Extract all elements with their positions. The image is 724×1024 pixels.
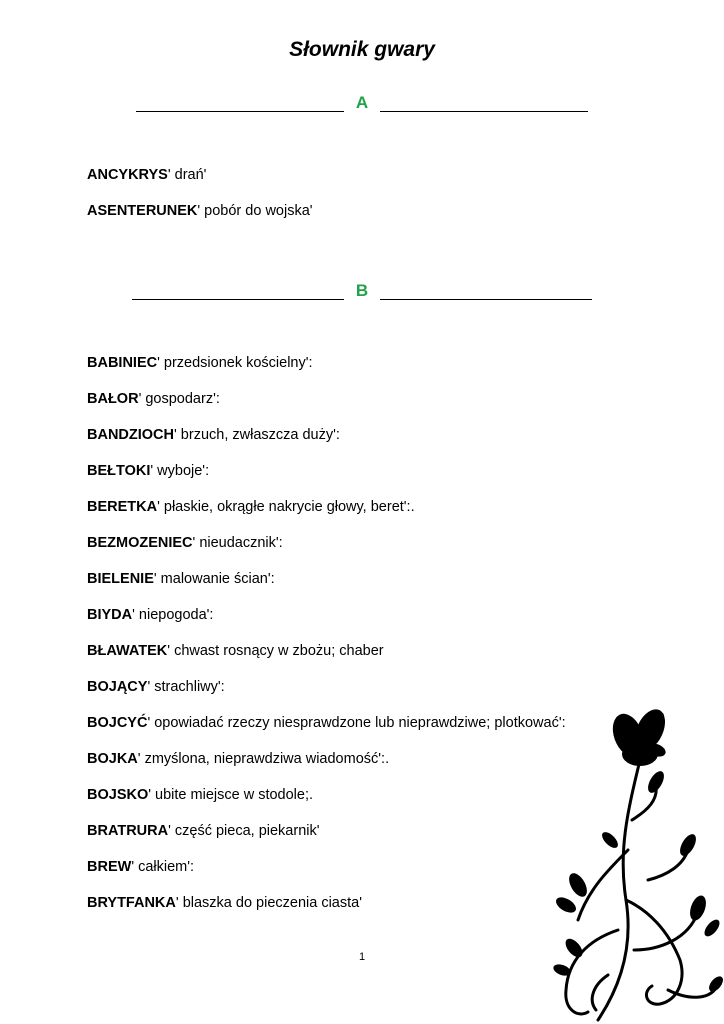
section-rule-right bbox=[380, 285, 592, 300]
dictionary-entry bbox=[87, 787, 313, 803]
section-header-a bbox=[0, 88, 724, 112]
entry-term: BEŁTOKI bbox=[87, 463, 151, 479]
dictionary-entry bbox=[87, 895, 362, 911]
entry-definition: ' malowanie ścian': bbox=[153, 571, 275, 587]
entry-definition: ' ubite miejsce w stodole;. bbox=[148, 787, 314, 803]
entry-definition: ' przedsionek kościelny': bbox=[157, 355, 313, 371]
entry-term: BRATRURA bbox=[87, 823, 169, 839]
entry-term: BOJSKO bbox=[87, 787, 149, 803]
entry-definition: ' drań' bbox=[167, 167, 207, 183]
section-rule-right bbox=[380, 97, 588, 112]
section-header-b bbox=[0, 276, 724, 300]
dictionary-entry bbox=[87, 607, 213, 623]
entry-term: BOJCYĆ bbox=[87, 715, 148, 731]
dictionary-entry bbox=[87, 859, 194, 875]
entry-definition: ' brzuch, zwłaszcza duży': bbox=[174, 427, 340, 443]
entry-term: BIYDA bbox=[87, 607, 133, 623]
dictionary-entry bbox=[87, 679, 225, 695]
dictionary-entry bbox=[87, 823, 320, 839]
dictionary-entry bbox=[87, 391, 220, 407]
dictionary-entry bbox=[87, 715, 566, 731]
entry-definition: ' zmyślona, nieprawdziwa wiadomość':. bbox=[137, 751, 390, 767]
entry-definition: ' blaszka do pieczenia ciasta' bbox=[175, 895, 362, 911]
dictionary-entry bbox=[87, 355, 313, 371]
entry-definition: ' niepogoda': bbox=[132, 607, 214, 623]
entry-definition: ' część pieca, piekarnik' bbox=[168, 823, 320, 839]
entry-definition: ' gospodarz': bbox=[138, 391, 220, 407]
entry-definition: ' pobór do wojska' bbox=[197, 203, 313, 219]
section-rule-left bbox=[132, 285, 344, 300]
entry-definition: ' wyboje': bbox=[150, 463, 210, 479]
dictionary-entry bbox=[87, 499, 415, 515]
entry-term: BERETKA bbox=[87, 499, 158, 515]
entry-term: ASENTERUNEK bbox=[87, 203, 198, 219]
dictionary-entry bbox=[87, 571, 275, 587]
flower-ornament-icon bbox=[548, 700, 724, 1024]
page-title: Słownik gwary bbox=[289, 38, 435, 61]
page-number: 1 bbox=[358, 951, 366, 963]
dictionary-entry bbox=[87, 463, 209, 479]
entry-definition: ' płaskie, okrągłe nakrycie głowy, beret':. bbox=[157, 499, 415, 515]
dictionary-entry bbox=[87, 535, 283, 551]
entry-term: BANDZIOCH bbox=[87, 427, 174, 443]
entry-term: BOJĄCY bbox=[87, 679, 148, 695]
dictionary-entry bbox=[87, 167, 206, 183]
section-letter: B bbox=[355, 281, 369, 300]
entry-term: BABINIEC bbox=[87, 355, 158, 371]
entry-term: BREW bbox=[87, 859, 132, 875]
section-letter: A bbox=[355, 93, 369, 112]
section-rule-left bbox=[136, 97, 344, 112]
entry-term: BRYTFANKA bbox=[87, 895, 176, 911]
entry-term: BIELENIE bbox=[87, 571, 154, 587]
entry-term: BOJKA bbox=[87, 751, 138, 767]
entry-term: ANCYKRYS bbox=[87, 167, 168, 183]
entry-definition: ' opowiadać rzeczy niesprawdzone lub nieprawdziwe; plotkować': bbox=[147, 715, 566, 731]
entry-definition: ' całkiem': bbox=[131, 859, 195, 875]
dictionary-entry bbox=[87, 751, 389, 767]
entry-term: BEZMOZENIEC bbox=[87, 535, 193, 551]
dictionary-entry bbox=[87, 203, 313, 219]
entry-definition: ' chwast rosnący w zbożu; chaber bbox=[167, 643, 384, 659]
entry-definition: ' strachliwy': bbox=[147, 679, 225, 695]
entry-definition: ' nieudacznik': bbox=[192, 535, 283, 551]
dictionary-entry bbox=[87, 643, 384, 659]
dictionary-entry bbox=[87, 427, 340, 443]
entry-term: BŁAWATEK bbox=[87, 643, 168, 659]
entry-term: BAŁOR bbox=[87, 391, 139, 407]
